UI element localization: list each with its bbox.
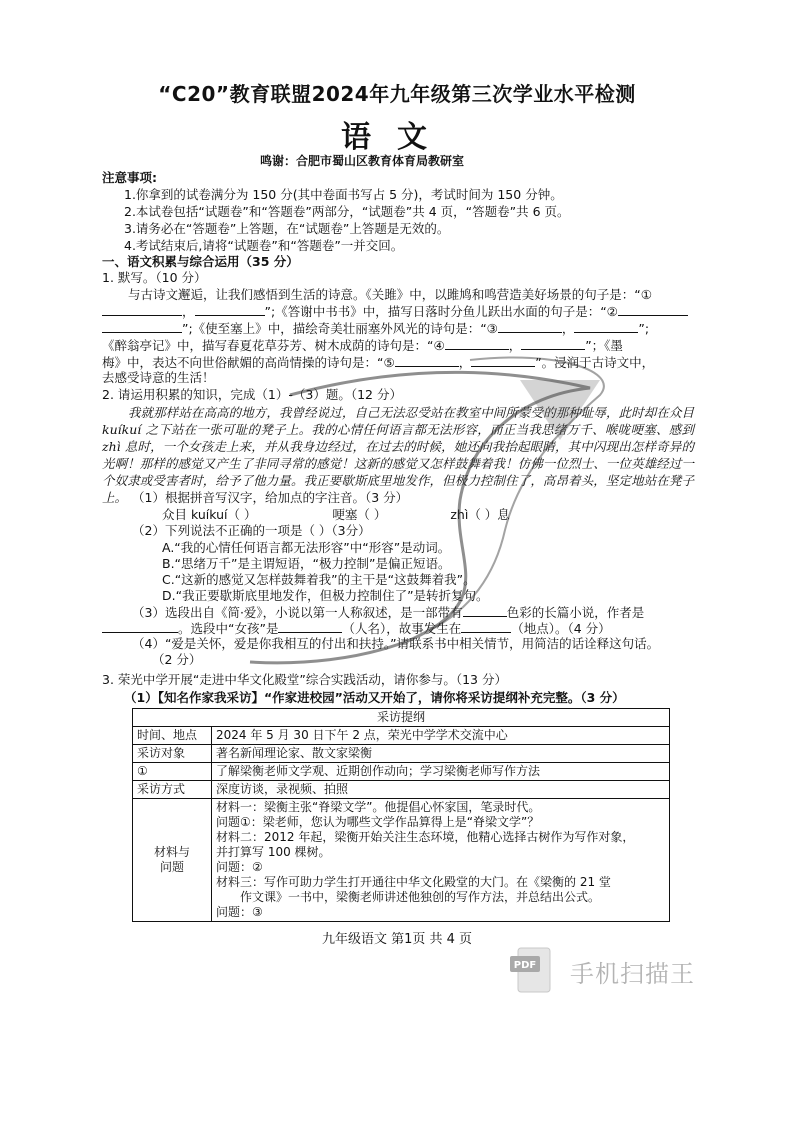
note-item: 4.考试结束后,请将“试题卷”和“答题卷”一并交回。 <box>124 238 404 253</box>
exam-title: “C20”教育联盟2024年九年级第三次学业水平检测 <box>158 82 636 106</box>
notes-heading: 注意事项: <box>102 170 157 185</box>
option-a: A.“我的心情任何语言都无法形容”中“形容”是动词。 <box>162 540 451 555</box>
answer-blank[interactable] <box>102 320 182 333</box>
subject-title: 语文 <box>341 120 453 155</box>
materials-cell: 材料一：梁衡主张“脊梁文学”。他提倡心怀家国，笔录时代。 问题①：梁老师，您认为哪些文学作品算得上是“脊梁文学”？ 材料二：2012 年起，梁衡开始关注生态环境，他精心选择古树作为写作对象， 并打算写 100 棵树。 问题：② 材料三：写作可助力学生打开通往中华文化殿堂的大门。在《梁衡的 21 堂 作文课》一书中，梁衡老师讲述他独创的写作方法，并总结出公式。 问题：③ <box>212 799 670 922</box>
reading-passage: 我就那样站在高高的地方，我曾经说过，自己无法忍受站在教室中间所蒙受的那种耻辱，此时却在众目 kuíkuí 之下站在一张可耻的凳子上。我的心情任何语言都无法形容，而正当我思绪万千、喉咙哽塞、感到 zhì 息时，一个女孩走上来，并从我身边经过，在过去的时候，她还向我抬起眼睛，其中闪现出怎样奇异的光啊！那样的感觉又产生了非同寻常的感觉！这新的感觉又怎样鼓舞着我！仿佛一位烈士、一位英雄经过一个奴隶或受害者时，给予了他力量。我正要歇斯底里地发作，但极力控制住了，高昂着头，坚定地站在凳子上。 <box>102 405 694 505</box>
option-c: C.“这新的感觉又怎样鼓舞着我”的主干是“这鼓舞着我”。 <box>162 572 476 587</box>
question-3-title: 3. 荣光中学开展“走进中华文化殿堂”综合实践活动，请你参与。（13 分） <box>102 672 507 687</box>
note-item: 1.你拿到的试卷满分为 150 分(其中卷面书写占 5 分)，考试时间为 150 分钟。 <box>124 187 563 202</box>
option-d: D.“我正要歇斯底里地发作，但极力控制住了”是转折复句。 <box>162 588 489 603</box>
table-row: 采访方式 深度访谈，录视频、拍照 <box>133 781 670 799</box>
q1-text: 与古诗文邂逅，让我们感悟到生活的诗意。《关雎》中，以雎鸠和鸣营造美好场景的句子是：“① <box>128 287 652 302</box>
table-row: ① 了解梁衡老师文学观、近期创作动向；学习梁衡老师写作方法 <box>133 763 670 781</box>
table-row: 采访对象 著名新闻理论家、散文家梁衡 <box>133 745 670 763</box>
answer-blank[interactable] <box>471 354 535 367</box>
table-caption: 采访提纲 <box>133 709 670 727</box>
section-heading: 一、语文积累与综合运用（35 分） <box>102 254 299 269</box>
page-footer: 九年级语文 第1页 共 4 页 <box>321 932 473 947</box>
q1-text: 去感受诗意的生活！ <box>102 370 215 385</box>
note-item: 2.本试卷包括“试题卷”和“答题卷”两部分，“试题卷”共 4 页，“答题卷”共 6 页。 <box>124 204 570 219</box>
answer-blank[interactable] <box>102 303 182 316</box>
answer-blank[interactable] <box>445 337 509 350</box>
table-row: 时间、地点 2024 年 5 月 30 日下午 2 点，荣光中学学术交流中心 <box>133 727 670 745</box>
watermark-text: 手机扫描王 <box>570 959 695 988</box>
answer-blank[interactable] <box>463 604 507 617</box>
answer-blank[interactable] <box>521 337 585 350</box>
scanner-watermark <box>508 946 695 996</box>
pdf-icon <box>508 946 558 996</box>
q1-text: ”;《使至塞上》中，描绘奇美壮丽塞外风光的诗句是：“③ ， ”; <box>102 320 694 338</box>
option-b: B.“思绪万千”是主谓短语，“极力控制”是偏正短语。 <box>162 556 451 571</box>
q2-sub3: 。选段中“女孩”是 （人名），故事发生在 （地点）。（4 分） <box>102 620 694 638</box>
answer-blank[interactable] <box>574 320 638 333</box>
answer-blank[interactable] <box>395 354 459 367</box>
q2-sub3: （3）选段出自《简·爱》，小说以第一人称叙述，是一部带有 色彩的长篇小说，作者是 <box>132 605 645 620</box>
answer-blank[interactable] <box>102 620 178 633</box>
table-row <box>133 799 670 922</box>
q2-sub1: （1）根据拼音写汉字，给加点的字注音。（3 分） <box>132 490 409 505</box>
answer-blank[interactable] <box>498 320 562 333</box>
q3-sub1: （1）【知名作家我采访】“作家进校园”活动又开始了，请你将采访提纲补充完整。（3 分） <box>124 690 625 705</box>
answer-blank[interactable] <box>461 620 511 633</box>
question-2-title: 2. 请运用积累的知识，完成（1）-（3）题。（12 分） <box>102 387 402 402</box>
q2-sub4-score: （2 分） <box>152 652 202 667</box>
answer-blank[interactable] <box>278 620 342 633</box>
q1-text: ， ”;《答谢中书书》中，描写日落时分鱼儿跃出水面的句子是：“② <box>102 303 694 321</box>
answer-blank[interactable] <box>195 303 265 316</box>
acknowledgement: 鸣谢：合肥市蜀山区教育体育局教研室 <box>260 154 465 168</box>
svg-text:PDF: PDF <box>513 960 537 971</box>
answer-blank[interactable] <box>618 303 688 316</box>
q1-text: 《醉翁亭记》中，描写春夏花草芬芳、树木成荫的诗句是：“④ ， ”；《墨 <box>102 338 623 353</box>
material-key: 材料与 问题 <box>133 799 212 922</box>
q1-text: 梅》中，表达不向世俗献媚的高尚情操的诗句是：“⑤ ， ”。浸润于古诗文中， <box>102 355 655 370</box>
note-item: 3.请务必在“答题卷”上答题，在“试题卷”上答题是无效的。 <box>124 221 450 236</box>
q2-sub1-blanks: 众目 kuíkuí（ ） 哽塞（ ） zhì（ ）息 <box>162 507 510 522</box>
interview-outline-table <box>132 708 670 922</box>
q2-sub4: （4）“爱是关怀，爱是你我相互的付出和扶持。”请联系书中相关情节，用简洁的话诠释这句话。 <box>132 636 660 651</box>
question-1-title: 1. 默写。（10 分） <box>102 270 207 285</box>
q2-sub2: （2）下列说法不正确的一项是（ ）（3分） <box>132 523 371 538</box>
